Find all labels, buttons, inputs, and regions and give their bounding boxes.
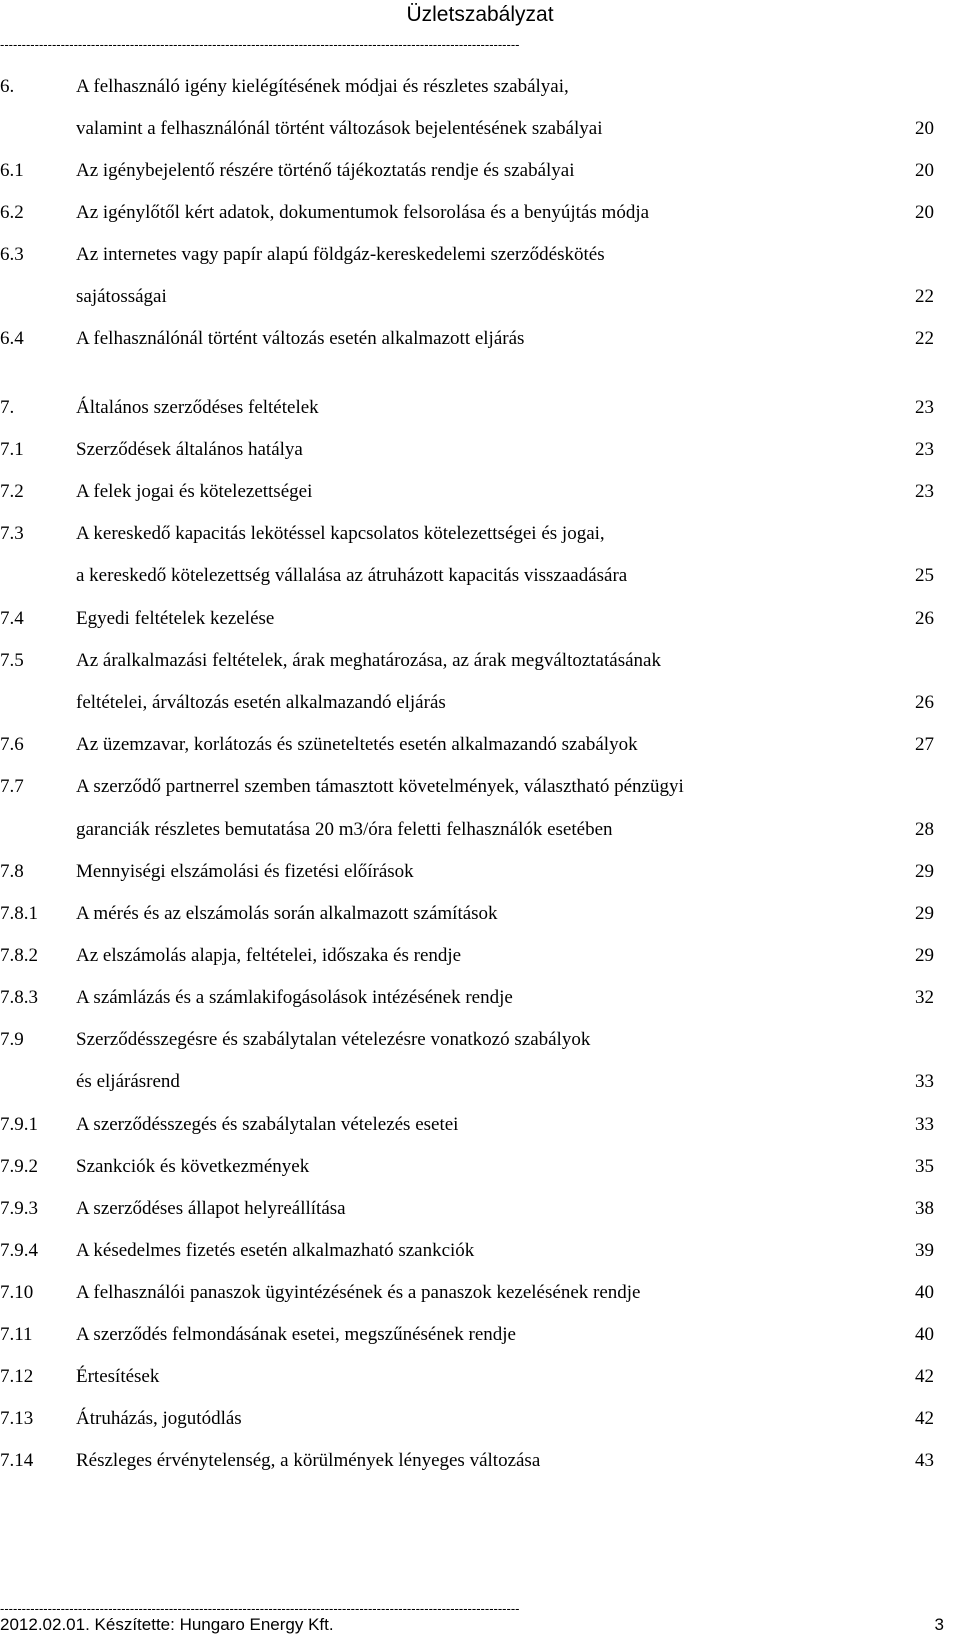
- toc-entry-number: 7.9: [0, 1029, 24, 1050]
- toc-entry-line: [0, 1067, 960, 1097]
- toc-entry-line: [0, 1278, 960, 1308]
- toc-entry-title: A kereskedő kapacitás lekötéssel kapcsolatos kötelezettségei és jogai,: [76, 523, 605, 544]
- toc-entry-page: 33: [915, 1114, 934, 1135]
- toc-entry-number: 7.9.2: [0, 1156, 38, 1177]
- toc-entry-number: 7.13: [0, 1408, 34, 1429]
- toc-entry-number: 7.: [0, 397, 15, 418]
- toc-entry-line: [0, 857, 960, 887]
- toc-entry-line: [0, 1404, 960, 1434]
- toc-entry-line: [0, 1194, 960, 1224]
- toc-entry-page: 29: [915, 861, 934, 882]
- toc-entry-line: [0, 282, 960, 312]
- toc-entry-line: [0, 198, 960, 228]
- document-title: Üzletszabályzat: [406, 3, 554, 26]
- toc-entry-number: 7.5: [0, 650, 24, 671]
- toc-entry-page: 23: [915, 481, 934, 502]
- toc-entry-number: 7.9.4: [0, 1240, 38, 1261]
- toc-entry-number: 7.8.1: [0, 903, 38, 924]
- toc-entry-number: 7.10: [0, 1282, 34, 1303]
- toc-entry-line: [0, 983, 960, 1013]
- toc-entry-line: [0, 393, 960, 423]
- toc-entry-page: 43: [915, 1450, 934, 1471]
- toc-entry-title: A felhasználó igény kielégítésének módjai és részletes szabályai,: [76, 76, 569, 97]
- toc-entry-title: Az üzemzavar, korlátozás és szüneteltetés esetén alkalmazandó szabályok: [76, 734, 638, 755]
- toc-entry-number: 6.: [0, 76, 15, 97]
- toc-entry-line: [0, 772, 960, 802]
- toc-entry-number: 7.9.1: [0, 1114, 38, 1135]
- toc-entry-line: [0, 899, 960, 929]
- toc-entry-title: A felhasználónál történt változás esetén alkalmazott eljárás: [76, 328, 525, 349]
- toc-entry-title: a kereskedő kötelezettség vállalása az átruházott kapacitás visszaadására: [76, 565, 628, 586]
- header-divider: ------------------------------------------------------------------------------------------------------------------------: [0, 38, 520, 52]
- toc-entry-title: garanciák részletes bemutatása 20 m3/óra feletti felhasználók esetében: [76, 819, 613, 840]
- toc-entry-title: Az elszámolás alapja, feltételei, időszaka és rendje: [76, 945, 462, 966]
- toc-entry-title: Értesítések: [76, 1366, 160, 1387]
- toc-entry-title: Az internetes vagy papír alapú földgáz-kereskedelemi szerződéskötés: [76, 244, 605, 265]
- toc-entry-line: [0, 240, 960, 270]
- footer-divider: ------------------------------------------------------------------------------------------------------------------------: [0, 1602, 520, 1616]
- toc-entry-line: [0, 1446, 960, 1476]
- toc-entry-title: és eljárásrend: [76, 1071, 180, 1092]
- toc-entry-number: 6.2: [0, 202, 24, 223]
- toc-entry-line: [0, 561, 960, 591]
- toc-entry-page: 23: [915, 439, 934, 460]
- toc-entry-number: 7.1: [0, 439, 24, 460]
- toc-entry-line: [0, 1110, 960, 1140]
- toc-entry-page: 23: [915, 397, 934, 418]
- toc-entry-title: Az igénylőtől kért adatok, dokumentumok felsorolása és a benyújtás módja: [76, 202, 650, 223]
- toc-entry-page: 20: [915, 202, 934, 223]
- toc-entry-page: 40: [915, 1324, 934, 1345]
- toc-entry-number: 7.12: [0, 1366, 34, 1387]
- toc-entry-title: A szerződéses állapot helyreállítása: [76, 1198, 346, 1219]
- toc-entry-title: valamint a felhasználónál történt változások bejelentésének szabályai: [76, 118, 603, 139]
- toc-entry-line: [0, 435, 960, 465]
- toc-entry-title: Szerződések általános hatálya: [76, 439, 303, 460]
- toc-entry-title: Részleges érvénytelenség, a körülmények lényeges változása: [76, 1450, 541, 1471]
- toc-entry-title: Szerződésszegésre és szabálytalan vételezésre vonatkozó szabályok: [76, 1029, 591, 1050]
- toc-entry-number: 7.2: [0, 481, 24, 502]
- toc-entry-number: 7.6: [0, 734, 24, 755]
- toc-entry-title: Az igénybejelentő részére történő tájékoztatás rendje és szabályai: [76, 160, 575, 181]
- toc-entry-page: 29: [915, 945, 934, 966]
- toc-entry-page: 25: [915, 565, 934, 586]
- toc-entry-line: [0, 519, 960, 549]
- toc-entry-page: 32: [915, 987, 934, 1008]
- toc-entry-number: 7.8.3: [0, 987, 38, 1008]
- toc-entry-number: 7.9.3: [0, 1198, 38, 1219]
- toc-entry-page: 22: [915, 286, 934, 307]
- toc-entry-number: 7.14: [0, 1450, 34, 1471]
- toc-entry-page: 33: [915, 1071, 934, 1092]
- toc-entry-title: A szerződő partnerrel szemben támasztott követelmények, választható pénzügyi: [76, 776, 684, 797]
- toc-entry-title: feltételei, árváltozás esetén alkalmazandó eljárás: [76, 692, 446, 713]
- toc-entry-line: [0, 730, 960, 760]
- toc-entry-number: 7.8.2: [0, 945, 38, 966]
- footer-info: 2012.02.01. Készítette: Hungaro Energy Kft.: [0, 1615, 334, 1634]
- toc-entry-line: [0, 1152, 960, 1182]
- toc-entry-number: 7.4: [0, 608, 24, 629]
- toc-entry-page: 20: [915, 160, 934, 181]
- toc-entry-line: [0, 941, 960, 971]
- toc-entry-title: Mennyiségi elszámolási és fizetési előírások: [76, 861, 414, 882]
- toc-entry-page: 28: [915, 819, 934, 840]
- toc-entry-line: [0, 815, 960, 845]
- toc-entry-title: A felhasználói panaszok ügyintézésének és a panaszok kezelésének rendje: [76, 1282, 641, 1303]
- toc-entry-page: 20: [915, 118, 934, 139]
- toc-entry-page: 40: [915, 1282, 934, 1303]
- toc-entry-page: 38: [915, 1198, 934, 1219]
- toc-entry-number: 7.7: [0, 776, 24, 797]
- toc-entry-page: 42: [915, 1366, 934, 1387]
- toc-entry-number: 7.11: [0, 1324, 33, 1345]
- toc-entry-number: 6.1: [0, 160, 24, 181]
- toc-entry-page: 29: [915, 903, 934, 924]
- toc-entry-line: [0, 688, 960, 718]
- toc-entry-title: Szankciók és következmények: [76, 1156, 310, 1177]
- toc-entry-page: 35: [915, 1156, 934, 1177]
- toc-entry-line: [0, 114, 960, 144]
- toc-entry-title: Az áralkalmazási feltételek, árak meghatározása, az árak megváltoztatásának: [76, 650, 661, 671]
- toc-entry-title: Általános szerződéses feltételek: [76, 397, 319, 418]
- toc-entry-title: A szerződésszegés és szabálytalan vételezés esetei: [76, 1114, 459, 1135]
- toc-entry-line: [0, 477, 960, 507]
- toc-entry-number: 7.8: [0, 861, 24, 882]
- toc-entry-line: [0, 324, 960, 354]
- toc-entry-line: [0, 646, 960, 676]
- toc-entry-title: A késedelmes fizetés esetén alkalmazható szankciók: [76, 1240, 475, 1261]
- toc-entry-page: 42: [915, 1408, 934, 1429]
- toc-entry-line: [0, 1025, 960, 1055]
- toc-entry-page: 27: [915, 734, 934, 755]
- toc-entry-title: A felek jogai és kötelezettségei: [76, 481, 313, 502]
- toc-entry-line: [0, 1362, 960, 1392]
- toc-entry-number: 6.4: [0, 328, 24, 349]
- toc-entry-number: 6.3: [0, 244, 24, 265]
- toc-entry-line: [0, 604, 960, 634]
- toc-entry-title: A szerződés felmondásának esetei, megszűnésének rendje: [76, 1324, 516, 1345]
- toc-entry-line: [0, 1320, 960, 1350]
- toc-entry-page: 26: [915, 608, 934, 629]
- toc-entry-page: 26: [915, 692, 934, 713]
- toc-entry-number: 7.3: [0, 523, 24, 544]
- toc-entry-page: 39: [915, 1240, 934, 1261]
- page-number: 3: [934, 1615, 944, 1634]
- toc-entry-page: 22: [915, 328, 934, 349]
- toc-entry-line: [0, 72, 960, 102]
- toc-entry-title: Átruházás, jogutódlás: [76, 1408, 242, 1429]
- toc-entry-title: A mérés és az elszámolás során alkalmazott számítások: [76, 903, 498, 924]
- toc-entry-title: A számlázás és a számlakifogásolások intézésének rendje: [76, 987, 513, 1008]
- toc-entry-line: [0, 156, 960, 186]
- toc-entry-line: [0, 1236, 960, 1266]
- toc-entry-title: Egyedi feltételek kezelése: [76, 608, 275, 629]
- toc-entry-title: sajátosságai: [76, 286, 167, 307]
